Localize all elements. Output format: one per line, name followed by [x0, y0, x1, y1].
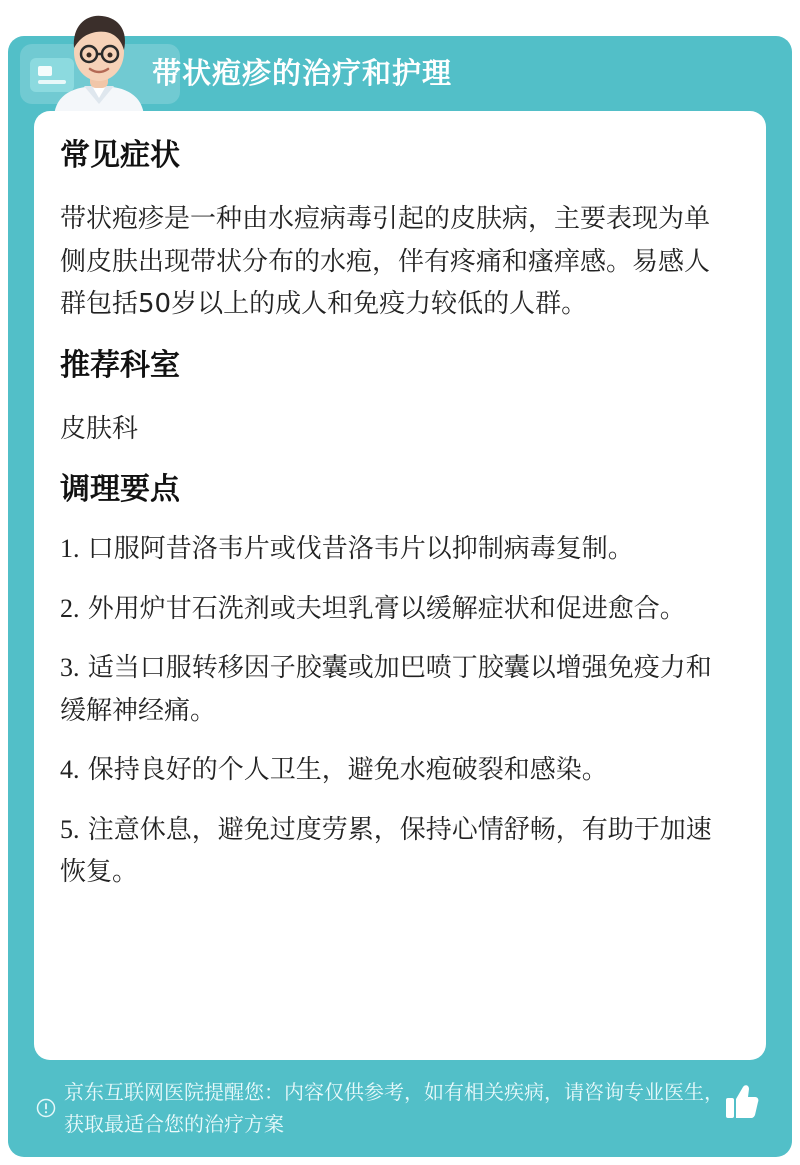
page-title: 带状疱疹的治疗和护理	[152, 56, 453, 90]
list-item-number: 1.	[60, 534, 80, 563]
list-item	[60, 528, 728, 571]
list-item-number: 2.	[60, 593, 80, 623]
thumbs-up-icon[interactable]	[724, 1082, 760, 1122]
section-body-department: 皮肤科	[60, 413, 139, 444]
list-item-text: 适当口服转移因子胶囊或加巴喷丁胶囊以增强免疫力和缓解神经痛。	[60, 653, 712, 726]
list-item-number: 3.	[60, 653, 80, 682]
section-body-symptoms: 带状疱疹是一种由水痘病毒引起的皮肤病，主要表现为单侧皮肤出现带状分布的水疱，伴有疼痛和瘙痒感。易感人群包括50岁以上的成人和免疫力较低的人群。	[60, 204, 711, 319]
section-title-symptoms: 常见症状	[60, 138, 180, 173]
list-item-text: 注意休息，避免过度劳累，保持心情舒畅，有助于加速恢复。	[60, 814, 712, 887]
list-item	[60, 749, 728, 792]
section-title-care: 调理要点	[60, 472, 180, 507]
footer-disclaimer: 京东互联网医院提醒您：内容仅供参考，如有相关疾病，请咨询专业医生，获取最适合您的治疗方案	[64, 1080, 724, 1136]
list-item-number: 4.	[60, 755, 80, 784]
list-item-number: 5.	[60, 814, 80, 844]
care-list	[60, 528, 728, 894]
list-item-text: 口服阿昔洛韦片或伐昔洛韦片以抑制病毒复制。	[87, 534, 634, 564]
info-icon	[36, 1098, 56, 1118]
content-body	[60, 130, 728, 911]
list-item-text: 保持良好的个人卫生，避免水疱破裂和感染。	[87, 755, 608, 785]
doctor-avatar-icon	[44, 6, 154, 116]
list-item-text: 外用炉甘石洗剂或夫坦乳膏以缓解症状和促进愈合。	[87, 593, 686, 624]
list-item	[60, 588, 728, 631]
list-item	[60, 809, 728, 894]
list-item	[60, 647, 728, 732]
section-title-department: 推荐科室	[60, 347, 180, 383]
